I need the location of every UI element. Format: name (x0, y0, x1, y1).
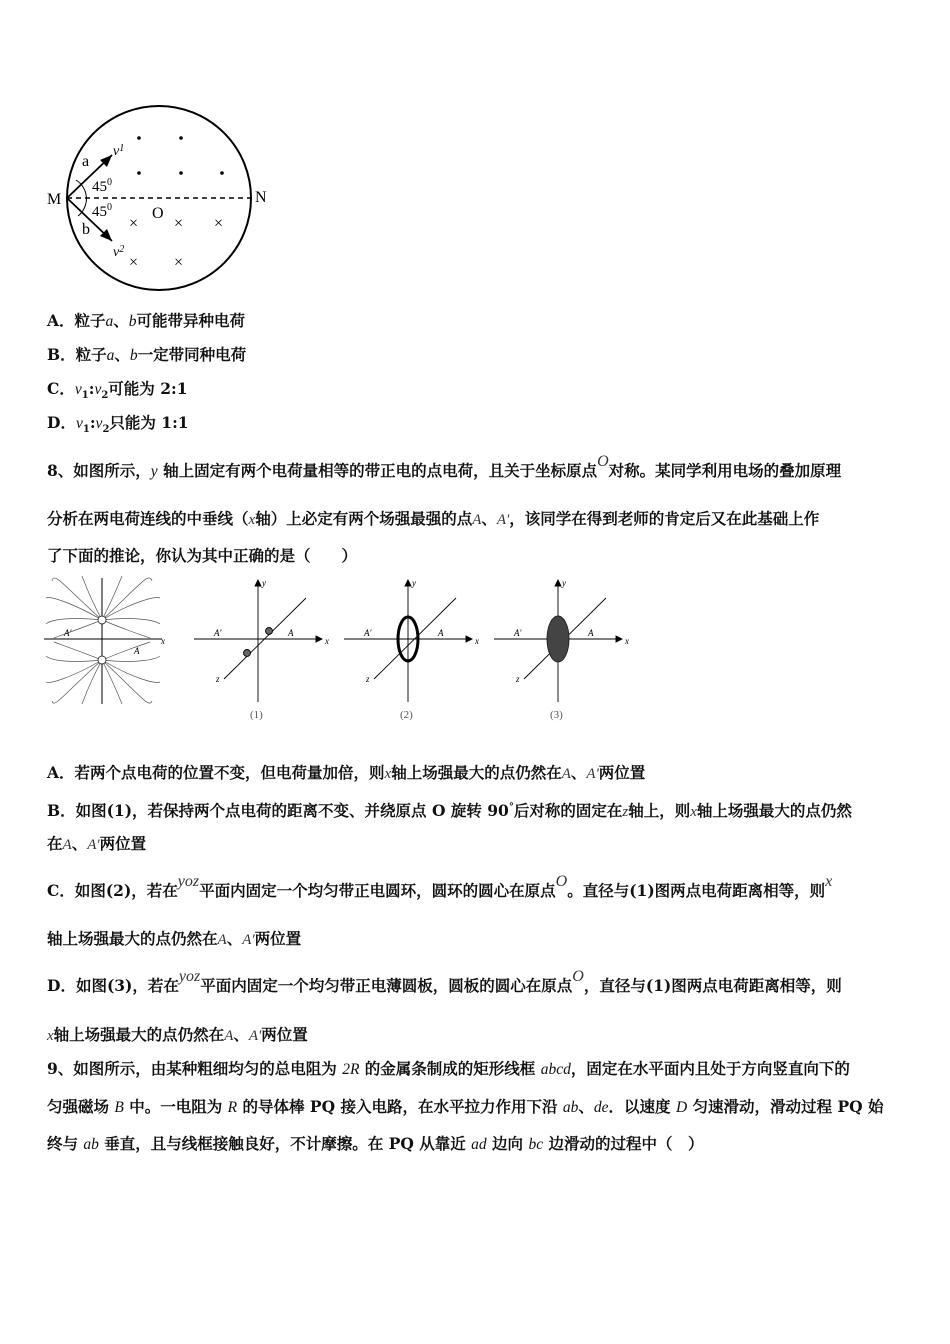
svg-text:×: × (129, 215, 139, 232)
label-N: N (255, 189, 267, 206)
svg-text:z: z (216, 674, 220, 684)
q8-option-c-line1: C．如图(2)，若在yoz平面内固定一个均匀带正电圆环，圆环的圆心在原点O。直径与(1)图两点电荷距离相等，则x (47, 873, 833, 900)
svg-text:y: y (412, 578, 416, 588)
figure-3 (494, 580, 622, 702)
caption-2: (2) (400, 709, 413, 721)
label-O: O (152, 205, 164, 222)
label-M: M (47, 191, 62, 208)
figure-2 (344, 580, 472, 702)
svg-text:x: x (325, 636, 329, 646)
label-angle1: 45 (92, 179, 107, 195)
q9-stem-line3: 终与 ab 垂直，且与线框接触良好，不计摩擦。在 PQ 从靠近 ad 边向 bc 边滑动的过程中（ ） (47, 1134, 704, 1153)
q8-option-b-line1: B．如图(1)，若保持两个点电荷的距离不变、并绕原点 O 旋转 90°后对称的固定在z轴上，则x轴上场强最大的点仍然 (47, 801, 852, 821)
svg-text:y: y (262, 578, 266, 588)
svg-text:x: x (161, 636, 165, 646)
q7-option-a: A．粒子a、b可能带异种电荷 (47, 311, 246, 330)
figure-1 (194, 580, 322, 702)
q8-option-d-line1: D．如图(3)，若在yoz平面内固定一个均匀带正电薄圆板，圆板的圆心在原点O，直径与(1)图两点电荷距离相等，则 (47, 968, 842, 995)
q7-option-b: B．粒子a、b一定带同种电荷 (47, 345, 247, 364)
svg-text:y: y (562, 578, 566, 588)
label-v1: v (113, 144, 120, 159)
svg-text:A: A (438, 628, 444, 638)
q9-stem-line1: 9、如图所示，由某种粗细均匀的总电阻为 2R 的金属条制成的矩形线框 abcd，固定在水平面内且处于方向竖直向下的 (47, 1059, 850, 1078)
caption-1: (1) (250, 709, 263, 721)
svg-text:A: A (288, 628, 294, 638)
label-b: b (82, 221, 90, 238)
svg-text:450: $45^0$ (92, 177, 112, 195)
label-v2: v (113, 245, 120, 260)
q7-option-c: C．$v_1:v_2$可能为 2:1 (47, 379, 188, 402)
q8-stem-line3: 了下面的推论，你认为其中正确的是（ ） (47, 546, 358, 565)
svg-text:A: A (588, 628, 594, 638)
svg-text:A: A (134, 646, 140, 656)
q8-option-c-line2: 轴上场强最大的点仍然在A、A'两位置 (47, 929, 302, 948)
svg-text:x: x (625, 636, 629, 646)
label-a: a (82, 153, 90, 170)
svg-text:450: $45^0$ (92, 202, 112, 220)
q8-stem-line2: 分析在两电荷连线的中垂线（x轴）上必定有两个场强最强的点A、A'，该同学在得到老师的肯定后又在此基础上作 (47, 509, 820, 528)
svg-text:A': A' (64, 628, 72, 638)
q8-option-d-line2: x轴上场强最大的点仍然在A、A'两位置 (47, 1025, 308, 1044)
q7-option-d: D．$v_1:v_2$只能为 1:1 (47, 413, 189, 436)
q8-option-b-line2: 在A、A'两位置 (47, 834, 147, 853)
svg-text:A': A' (514, 628, 522, 638)
q9-stem-line2: 匀强磁场 B 中。一电阻为 R 的导体棒 PQ 接入电路，在水平拉力作用下沿 ab、de．以速度 D 匀速滑动，滑动过程 PQ 始 (47, 1097, 884, 1116)
svg-text:z: z (516, 674, 520, 684)
field-lines-figure (44, 576, 162, 704)
caption-3: (3) (550, 709, 563, 721)
svg-text:×: × (214, 215, 224, 232)
q8-figures (44, 576, 634, 726)
svg-text:z: z (366, 674, 370, 684)
svg-text:x: x (475, 636, 479, 646)
label-angle2: 45 (92, 204, 107, 220)
svg-text:v2: $v^2$ (113, 244, 125, 260)
svg-text:×: × (174, 254, 184, 271)
svg-text:A': A' (214, 628, 222, 638)
q8-stem-line1: 8、如图所示，y 轴上固定有两个电荷量相等的带正电的点电荷，且关于坐标原点O对称。某同学利用电场的叠加原理 (47, 453, 842, 480)
svg-text:v1: $v^1$ (113, 143, 125, 159)
magnetic-field-circle-figure (44, 100, 284, 300)
svg-text:×: × (129, 254, 139, 271)
svg-text:A': A' (364, 628, 372, 638)
q8-option-a: A．若两个点电荷的位置不变，但电荷量加倍，则x轴上场强最大的点仍然在A、A'两位置 (47, 763, 646, 782)
svg-text:×: × (174, 215, 184, 232)
